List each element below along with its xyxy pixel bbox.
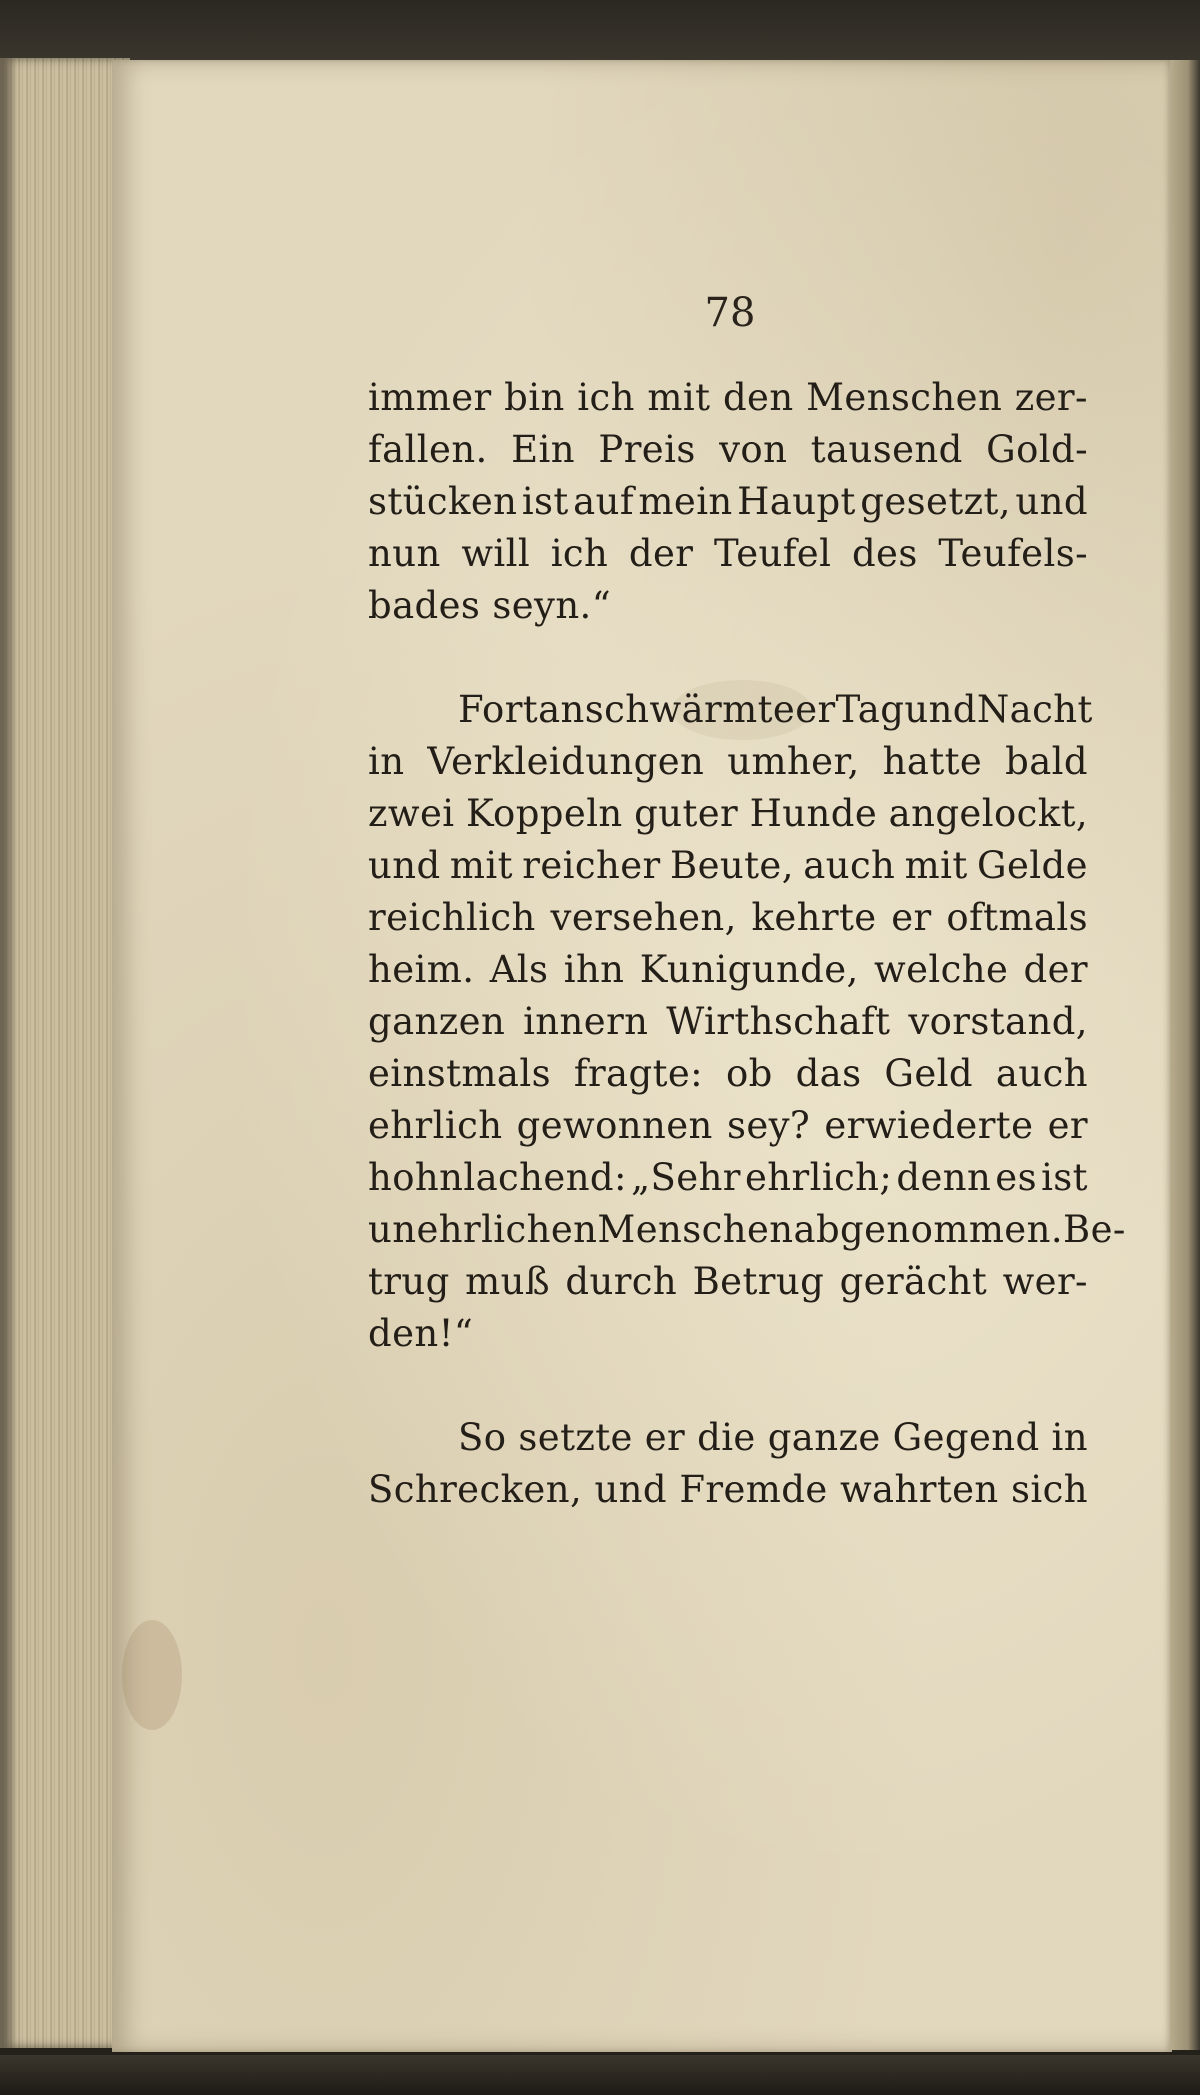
text-line: unehrlichen Menschen abgenommen. Be- xyxy=(368,1208,1126,1251)
text-line: den!“ xyxy=(368,1312,474,1355)
text-line: Schrecken, und Fremde wahrten sich xyxy=(368,1468,1088,1511)
text-line: zwei Koppeln guter Hunde angelockt, xyxy=(368,792,1088,835)
next-page-edge xyxy=(1170,60,1200,2050)
text-line: reichlich versehen, kehrte er oftmals xyxy=(368,896,1088,939)
text-line: nun will ich der Teufel des Teufels- xyxy=(368,532,1088,575)
page-number: 78 xyxy=(704,290,756,336)
text-line: bades seyn.“ xyxy=(368,584,612,627)
book-cover-bottom-edge xyxy=(0,2055,1200,2095)
text-line: hohnlachend: „Sehr ehrlich; denn es ist xyxy=(368,1156,1088,1199)
text-line: und mit reicher Beute, auch mit Gelde xyxy=(368,844,1088,887)
paragraph-gap xyxy=(368,632,1088,684)
text-line: So setzte er die ganze Gegend in xyxy=(458,1416,1088,1459)
text-line: ehrlich gewonnen sey? erwiederte er xyxy=(368,1104,1088,1147)
text-line: einstmals fragte: ob das Geld auch xyxy=(368,1052,1088,1095)
text-line: heim. Als ihn Kunigunde, welche der xyxy=(368,948,1088,991)
text-line: ganzen innern Wirthschaft vorstand, xyxy=(368,1000,1088,1043)
page-stack-edge xyxy=(0,58,130,2048)
text-line: immer bin ich mit den Menschen zer- xyxy=(368,376,1088,419)
text-line: Fortan schwärmte er Tag und Nacht xyxy=(458,688,1093,731)
paragraph-gap xyxy=(368,1360,1088,1412)
text-line: fallen. Ein Preis von tausend Gold- xyxy=(368,428,1088,471)
text-line: in Verkleidungen umher, hatte bald xyxy=(368,740,1088,783)
book-cover-top-edge xyxy=(0,0,1200,62)
text-line: stücken ist auf mein Haupt gesetzt, und xyxy=(368,480,1088,523)
text-line: trug muß durch Betrug gerächt wer- xyxy=(368,1260,1088,1303)
body-text xyxy=(368,372,1126,1516)
binding-shadow xyxy=(0,58,18,2048)
paper-stain xyxy=(122,1620,182,1730)
